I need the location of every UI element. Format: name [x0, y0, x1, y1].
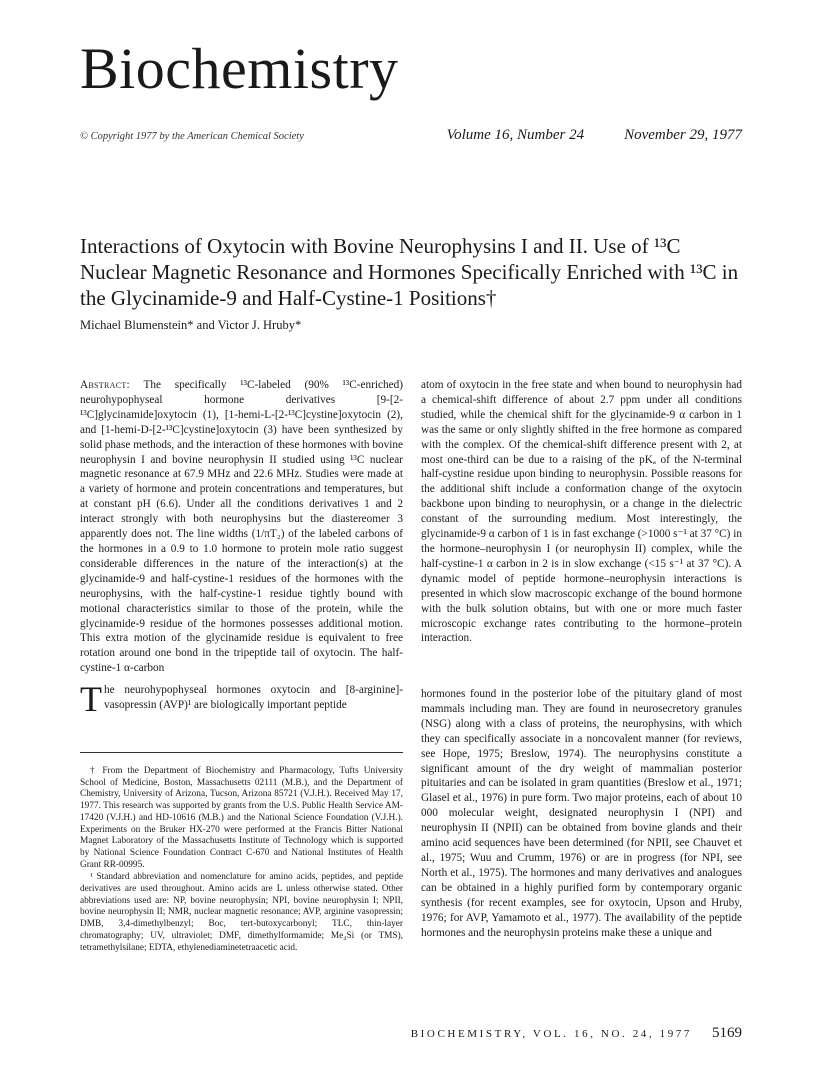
footer-journal: BIOCHEMISTRY, VOL. 16, NO. 24, 1977 — [410, 1028, 692, 1040]
article-authors: Michael Blumenstein* and Victor J. Hruby* — [80, 318, 302, 332]
abstract-label: Abstract: — [80, 379, 130, 391]
footnote-affiliation: † From the Department of Biochemistry and Pharmacology, Tufts University School of Medicine, Boston, Massachusetts 02111 (M.B.), and the Department of Chemistry, University of Arizona, Tucson, Arizona 85721 (V.J.H.). Received May 17, 1977. This research was supported by grants from the U.S. Public Health Service AM-17420 (V.J.H.) and HD-10616 (M.B.) and the National Science Foundation (V.J.H.). Experiments on the Bruker HX-270 were performed at the Francis Bitter National Magnet Laboratory of the Massachusetts Institute of Technology which is supported by National Science Foundation Contract C-670 and National Institutes of Health Grant RR-00995. — [80, 766, 403, 870]
article-title: Interactions of Oxytocin with Bovine Neurophysins I and II. Use of ¹³C Nuclear Magnetic Resonance and Hormones Specifically Enriched with ¹³C in the Glycinamide-9 and Half-Cystine-1 Positions† — [80, 234, 739, 310]
running-footer — [400, 1025, 742, 1042]
abstract-column-right: atom of oxytocin in the free state and when bound to neurophysin had a chemical-shift difference of about 2.7 ppm under all conditions studied, while the chemical shift for the glycinamide-9 α carbon in 1 was the same or only slightly shifted in the free hormone as compared with the complex. Of the chemical-shift difference present with 2, at most one-third can be due to a raising of the pKₐ of the N-terminal half-cystine residue upon binding to neurophysin. Possible reasons for the additional shift include a conformation change of the oxytocin backbone upon binding to neurophysin, or a change in the dielectric constant of the surrounding medium. Most interestingly, the glycinamide-9 α carbon of 1 is in fast exchange (>1000 s⁻¹ at 37 °C) in the hormone–neurophysin I (or neurophysin II) complex, while the half-cystine-1 α carbon in 2 is in slow exchange (<15 s⁻¹ at 37 °C). A dynamic model of peptide hormone–neurophysin interactions is presented in which slow macroscopic exchange of the bound hormone with the bulk solution obtains, but with one or more much faster microscopic exchange rates contributing to the hormone–protein interaction. — [421, 379, 742, 645]
intro-column-left — [80, 679, 403, 719]
page-number: 5169 — [712, 1025, 742, 1041]
issue-date: November 29, 1977 — [624, 127, 742, 143]
footnote-divider — [80, 752, 403, 753]
copyright-notice: © Copyright 1977 by the American Chemical Society — [80, 131, 304, 142]
intro-column-right: hormones found in the posterior lobe of the pituitary gland of most mammals including man. They are found in neurosecretory granules (NSG) along with a class of proteins, the neurophysins, with which they can specifically associate in a noncovalent manner (for reviews, see Hope, 1975; Breslow, 1974). The neurophysins constitute a significant amount of the dry weight of mammalian posterior pituitaries and can be isolated in gram quantities (Breslow et al., 1971; Glasel et al., 1976) in pure form. Two major proteins, each of about 10 000 molecular weight, designated neurophysin I (NPI) and neurophysin II (NPII) can be obtained from bovine glands and their amino acid sequences have been determined (for NPII, see Chauvet et al., 1975; Wuu and Crumm, 1976) or are in progress (for NPI, see North et al., 1975). The hormones and many derivatives and analogues can be obtained in a highly purified form by contemporary organic synthesis (for recent examples, see for oxytocin, Upson and Hruby, 1976; for AVP, Yamamoto et al., 1977). The availability of the peptide hormones and the neurophysin proteins make these a unique and — [421, 688, 742, 939]
footnotes — [80, 766, 403, 955]
masthead — [80, 127, 742, 144]
abstract-text-left: The specifically ¹³C-labeled (90% ¹³C-enriched) neurohypophyseal hormone derivatives [9-[2-¹³C]glycinamide]oxytocin (1), [1-hemi-L-[2-¹³C]cystine]oxytocin (2), and [1-hemi-D-[2-¹³C]cystine]oxytocin (3) have been synthesized by solid phase methods, and the interaction of these hormones with bovine neurophysin I and bovine neurophysin II studied using ¹³C nuclear magnetic resonance at 67.9 MHz and 22.6 MHz. Studies were made at a variety of hormone and protein concentrations and temperatures, but at constant pH (6.6). Under all the conditions derivatives 1 and 2 interact strongly with both neurophysins but the diastereomer 3 apparently does not. The line widths (1/πT₂) of the labeled carbons of the hormones in a 0.9 to 1.0 hormone to protein mole ratio suggest considerable differences in the nature of the interaction(s) at the glycinamide-9 and half-cystine-1 residues of the hormones with the neurophysins, with the half-cystine-1 residue tightly bound with motional characteristics similar to those of the protein, while the glycinamide-9 residue of the hormones possesses additional motion. This extra motion of the glycinamide residue is equivalent to free rotation around one bond in the tripeptide tail of oxytocin. The half-cystine-1 α-carbon — [80, 379, 404, 675]
journal-title: Biochemistry — [80, 36, 399, 101]
volume-issue: Volume 16, Number 24 — [446, 127, 585, 143]
abstract-column-left — [80, 378, 403, 676]
intro-text-left: he neurohypophyseal hormones oxytocin and [8-arginine]-vasopressin (AVP)¹ are biologically important peptide — [104, 684, 403, 711]
drop-cap: T — [80, 679, 102, 719]
footnote-abbreviations: ¹ Standard abbreviation and nomenclature for amino acids, peptides, and peptide derivatives are used throughout. Amino acids are L unless otherwise stated. Other abbreviations used are: NP, bovine neurophysin; NPI, bovine neurophysin I; NPII, bovine neurophysin II; NMR, nuclear magnetic resonance; AVP, arginine vasopressin; DMB, 3,4-dimethylbenzyl; Boc, tert-butoxycarbonyl; TLC, thin-layer chromatography; UV, ultraviolet; DMF, dimethylformamide; Me₄Si (or TMS), tetramethylsilane; EDTA, ethylenediaminetetraacetic acid. — [80, 872, 403, 953]
